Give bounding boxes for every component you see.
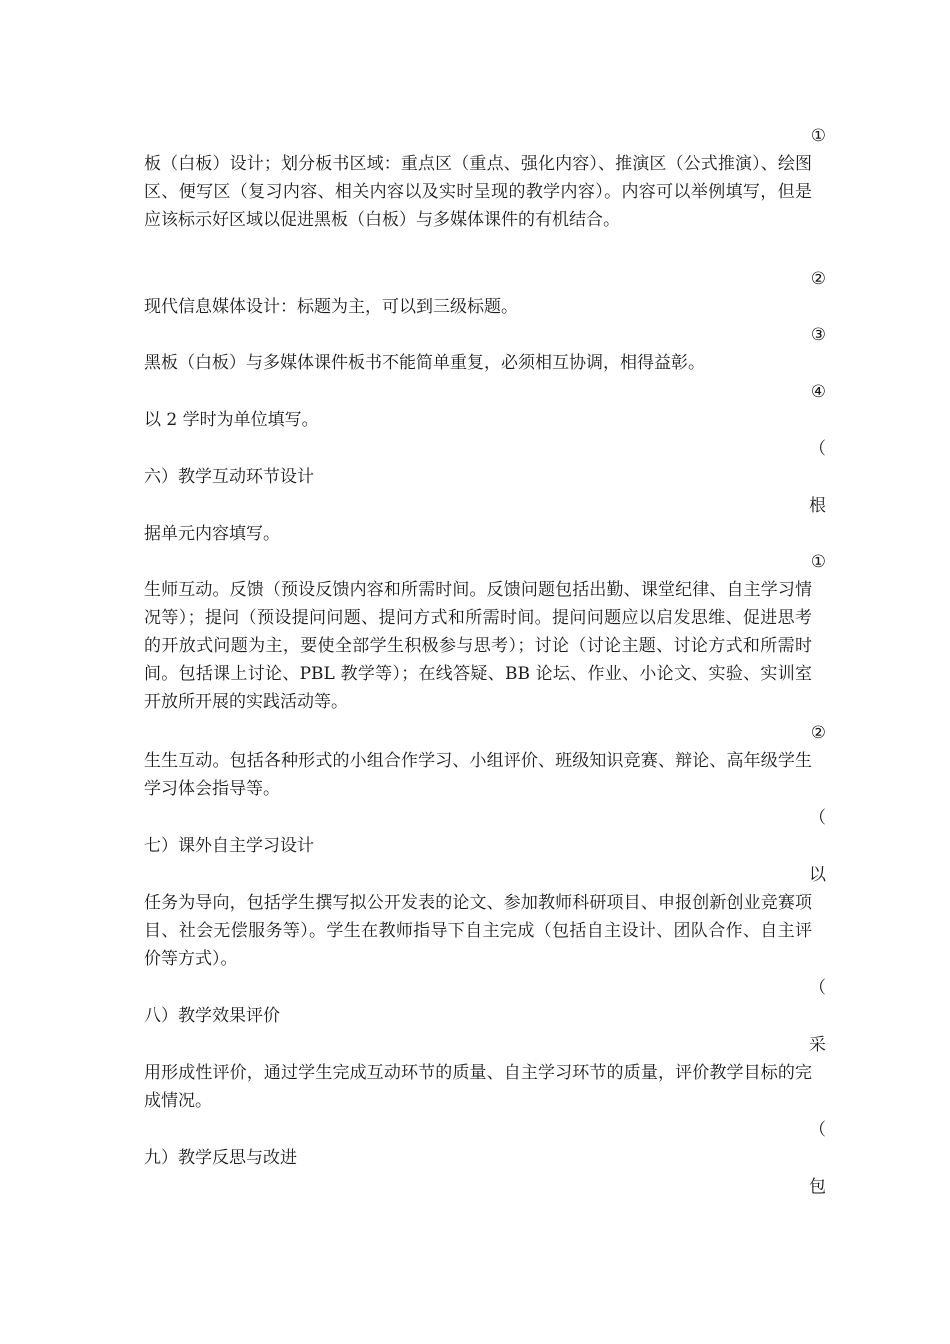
section-title: 九）教学反思与改进 <box>144 1148 297 1168</box>
item-marker: ① <box>810 126 826 146</box>
item-text: 以 2 学时为单位填写。 <box>144 410 319 430</box>
item-text: 板（白板）设计；划分板书区域：重点区（重点、强化内容）、推演区（公式推演）、绘图区、便写区（复习内容、相关内容以及实时呈现的教学内容）。内容可以举例填写，但是应该标示好区域以促进黑板（白板）与多媒体课件的有机结合。 <box>144 154 812 230</box>
section-title: 八）教学效果评价 <box>144 1006 280 1026</box>
section-title: 六）教学互动环节设计 <box>144 467 314 487</box>
item-marker: （ <box>809 1120 826 1140</box>
item-marker: ③ <box>810 325 826 345</box>
item-marker: （ <box>809 808 826 828</box>
item-text: 用形成性评价，通过学生完成互动环节的质量、自主学习环节的质量，评价教学目标的完成情况。 <box>144 1063 812 1111</box>
item-text: 生师互动。反馈（预设反馈内容和所需时间。反馈问题包括出勤、课堂纪律、自主学习情况等）；提问（预设提问问题、提问方式和所需时间。提问问题应以启发思维、促进思考的开放式问题为主，要使全部学生积极参与思考）；讨论（讨论主题、讨论方式和所需时间。包括课上讨论、PBL 教学等）；在线答疑、BB 论坛、作业、小论文、实验、实训室开放所开展的实践活动等。 <box>144 580 812 712</box>
item-marker: ② <box>810 723 826 743</box>
item-text: 生生互动。包括各种形式的小组合作学习、小组评价、班级知识竞赛、辩论、高年级学生学习体会指导等。 <box>144 751 812 799</box>
item-text: 据单元内容填写。 <box>144 524 280 544</box>
item-marker: 根 <box>809 496 826 516</box>
item-marker: ② <box>810 269 826 289</box>
item-text: 黑板（白板）与多媒体课件板书不能简单重复，必须相互协调，相得益彰。 <box>144 353 705 373</box>
item-marker: ④ <box>810 382 826 402</box>
item-marker: 采 <box>809 1035 826 1055</box>
item-marker: ① <box>810 552 826 572</box>
item-text: 现代信息媒体设计：标题为主，可以到三级标题。 <box>144 297 518 317</box>
item-marker: 以 <box>809 865 826 885</box>
item-marker: （ <box>809 439 826 459</box>
item-marker: （ <box>809 978 826 998</box>
item-marker: 包 <box>809 1177 826 1197</box>
section-title: 七）课外自主学习设计 <box>144 836 314 856</box>
item-text: 任务为导向，包括学生撰写拟公开发表的论文、参加教师科研项目、申报创新创业竞赛项目、社会无偿服务等）。学生在教师指导下自主完成（包括自主设计、团队合作、自主评价等方式）。 <box>144 893 812 969</box>
